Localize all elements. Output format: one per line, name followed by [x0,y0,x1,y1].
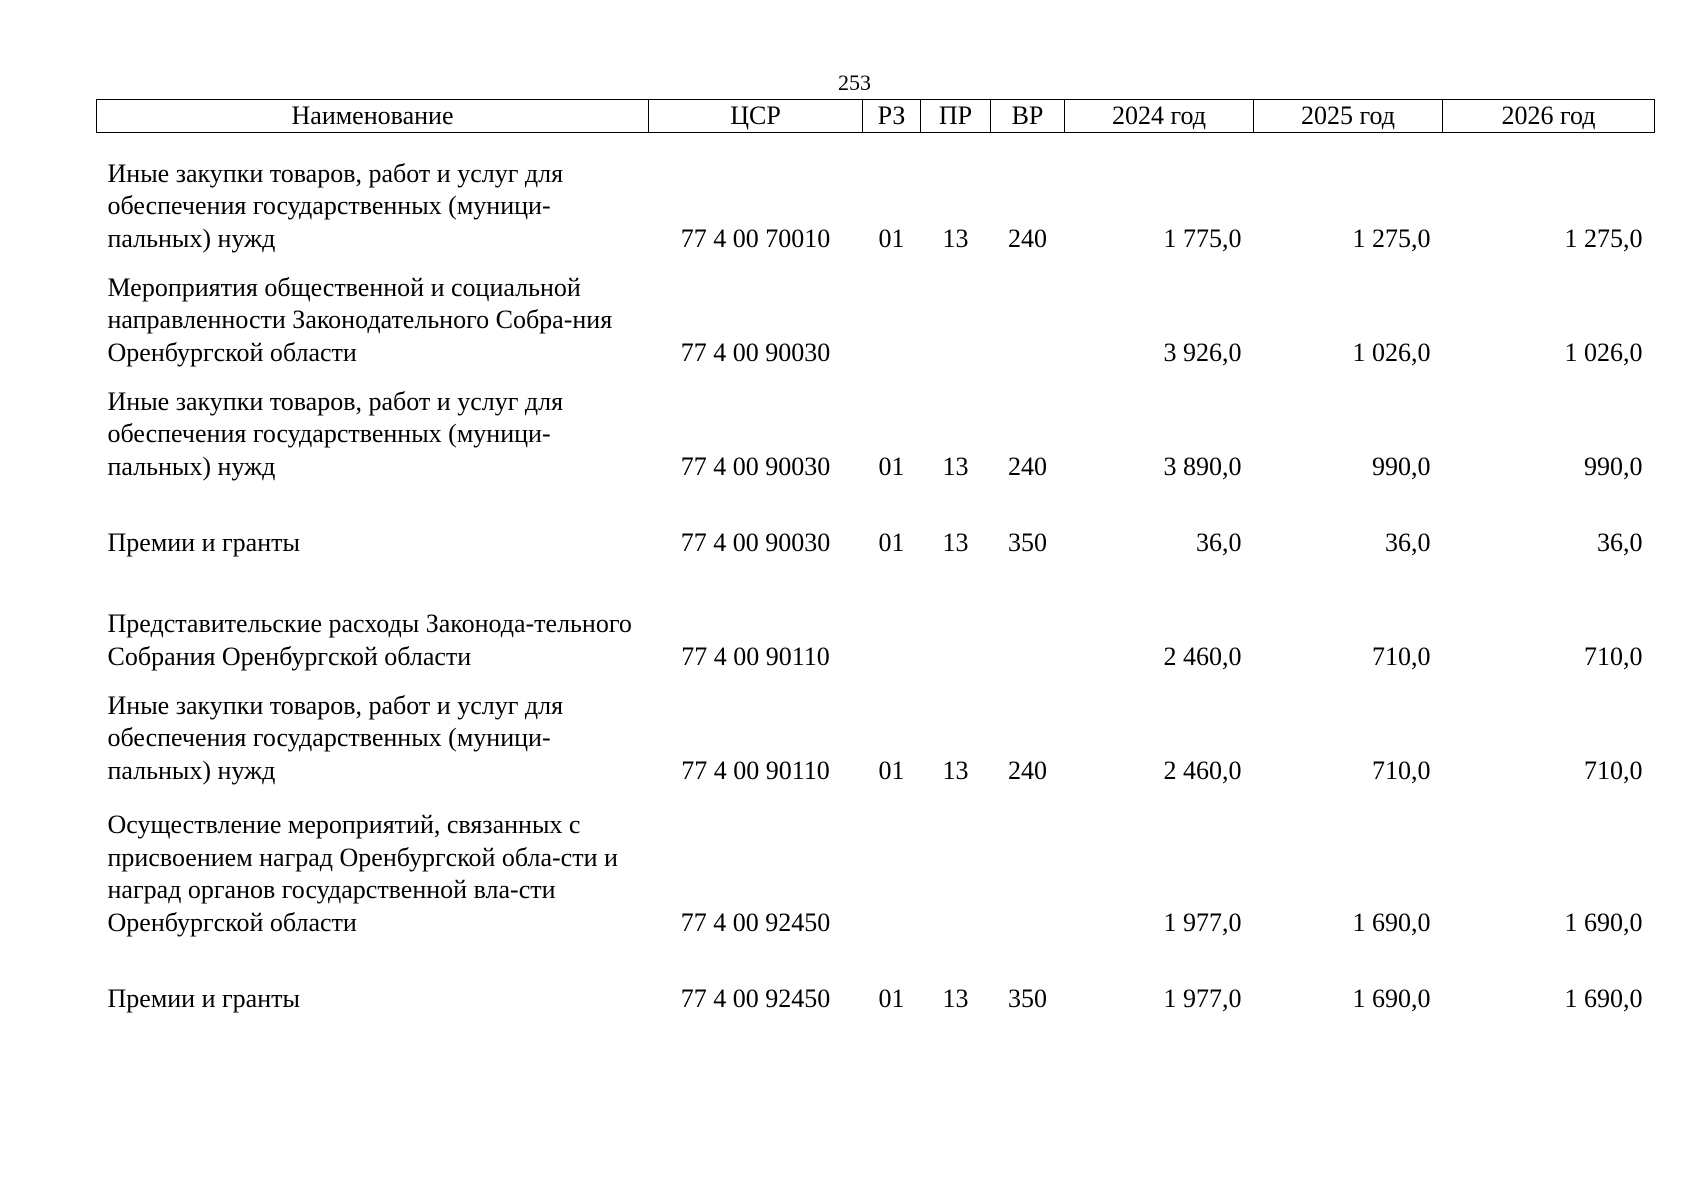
row-2026: 1 690,0 [1564,983,1643,1013]
row-2026: 36,0 [1597,527,1643,557]
row-csr: 77 4 00 90030 [680,527,831,557]
row-rz: 01 [878,983,905,1013]
row-pr: 13 [942,983,969,1013]
table-row [97,369,1655,483]
row-name: Премии и гранты [107,527,300,557]
row-pr: 13 [942,755,969,785]
row-2024: 2 460,0 [1163,755,1242,785]
row-vr [991,787,1065,939]
row-rz: 01 [878,527,905,557]
header-csr: ЦСР [649,100,863,133]
header-2026: 2026 год [1443,100,1655,133]
table-body [97,133,1655,1016]
row-2025: 1 026,0 [1352,337,1431,367]
header-rz: РЗ [863,100,921,133]
row-2024: 2 460,0 [1163,641,1242,671]
row-2026: 710,0 [1584,755,1643,785]
budget-table [96,99,1655,1015]
row-pr: 13 [942,527,969,557]
table-row [97,787,1655,939]
row-csr: 77 4 00 90110 [681,641,830,671]
row-rz [863,787,921,939]
row-csr: 77 4 00 92450 [680,907,831,937]
row-pr: 13 [942,451,969,481]
row-vr [991,559,1065,673]
row-vr: 350 [1008,983,1047,1013]
row-2026: 1 275,0 [1564,223,1643,253]
row-2025: 1 690,0 [1352,983,1431,1013]
row-vr [991,255,1065,369]
row-pr: 13 [942,223,969,253]
header-vr: ВР [991,100,1065,133]
row-name: Иные закупки товаров, работ и услуг для обеспечения государственных (муници-пальных) нужд [107,690,564,785]
row-2024: 3 890,0 [1163,451,1242,481]
row-2024: 1 977,0 [1163,983,1242,1013]
row-vr: 240 [1008,223,1047,253]
row-2025: 710,0 [1372,755,1431,785]
row-2026: 1 026,0 [1564,337,1643,367]
row-rz: 01 [878,223,905,253]
table-row [97,255,1655,369]
row-name: Представительские расходы Законода-тельного Собрания Оренбургской области [107,609,632,671]
row-2025: 1 275,0 [1352,223,1431,253]
row-2024: 1 775,0 [1163,223,1242,253]
row-name: Осуществление мероприятий, связанных с присвоением наград Оренбургской обла-сти и наград органов государственной вла-сти Оренбургской области [107,810,618,937]
row-pr [921,255,991,369]
header-name: Наименование [97,100,649,133]
row-2024: 36,0 [1196,527,1242,557]
table-row [97,133,1655,256]
row-csr: 77 4 00 92450 [680,983,831,1013]
row-rz: 01 [878,451,905,481]
page-number-text: 253 [838,70,871,95]
row-2026: 1 690,0 [1564,907,1643,937]
row-name: Премии и гранты [107,983,300,1013]
row-2025: 36,0 [1385,527,1431,557]
table-header [97,100,1655,133]
row-csr: 77 4 00 90030 [680,451,831,481]
row-vr: 240 [1008,755,1047,785]
row-2025: 990,0 [1372,451,1431,481]
page-number [0,71,1697,95]
row-name: Иные закупки товаров, работ и услуг для обеспечения государственных (муници-пальных) нужд [107,158,564,253]
table-row [97,939,1655,1015]
row-pr [921,559,991,673]
table-row [97,673,1655,787]
row-rz [863,255,921,369]
row-2026: 710,0 [1584,641,1643,671]
row-vr: 350 [1008,527,1047,557]
row-2025: 1 690,0 [1352,907,1431,937]
header-2025: 2025 год [1254,100,1443,133]
table-row [97,483,1655,559]
row-2026: 990,0 [1584,451,1643,481]
header-row [97,100,1655,133]
row-rz: 01 [878,755,905,785]
row-name: Мероприятия общественной и социальной направленности Законодательного Собра-ния Оренбургской области [107,272,613,367]
row-rz [863,559,921,673]
row-csr: 77 4 00 90030 [680,337,831,367]
row-csr: 77 4 00 70010 [680,223,831,253]
row-2024: 3 926,0 [1163,337,1242,367]
row-2025: 710,0 [1372,641,1431,671]
row-vr: 240 [1008,451,1047,481]
header-2024: 2024 год [1065,100,1254,133]
row-2024: 1 977,0 [1163,907,1242,937]
row-csr: 77 4 00 90110 [681,755,830,785]
row-name: Иные закупки товаров, работ и услуг для обеспечения государственных (муници-пальных) нужд [107,386,564,481]
table-row [97,559,1655,673]
header-pr: ПР [921,100,991,133]
row-pr [921,787,991,939]
